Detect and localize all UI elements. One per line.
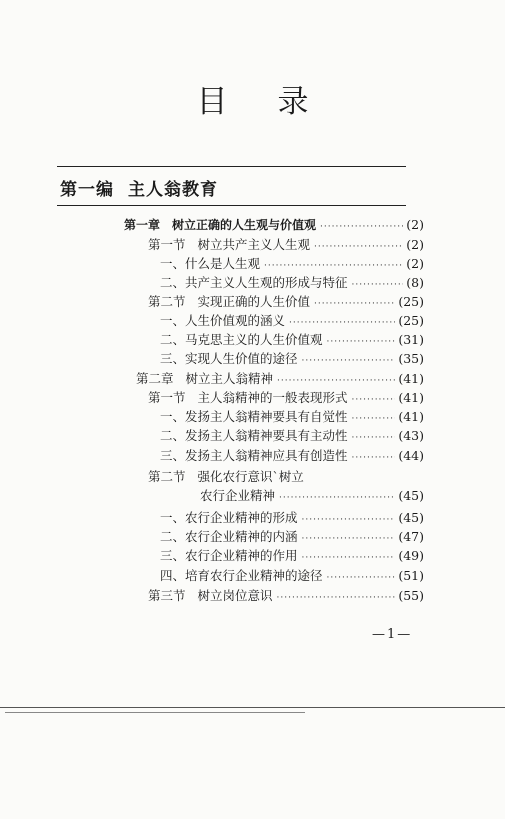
toc-entry-number: 一、 (160, 409, 186, 424)
toc-entry-number: 第三节 (148, 588, 186, 603)
toc-entry (160, 351, 424, 369)
toc-entry (200, 488, 424, 506)
toc-entry-label (160, 351, 298, 367)
toc-entry-label (160, 332, 323, 348)
toc-entry-page: (31) (398, 332, 424, 347)
toc-leader-dots (320, 219, 403, 235)
toc-entry-number: 三、 (160, 448, 186, 463)
page-title (0, 76, 505, 121)
toc-entry-number: 一、 (160, 313, 186, 328)
toc-leader-dots (302, 550, 396, 566)
toc-entry-page: (41) (398, 390, 424, 405)
scan-artifact-line (0, 707, 505, 708)
toc-leader-dots (352, 392, 396, 408)
toc-entry-text: 强化农行意识`树立 (197, 469, 304, 484)
page-number: —1— (372, 627, 413, 642)
toc-entry (136, 371, 424, 389)
toc-entry-text: 马克思主义的人生价值观 (185, 332, 323, 347)
toc-entry (160, 256, 424, 274)
toc-entry-page: (45) (398, 510, 424, 525)
toc-leader-dots (352, 430, 396, 446)
toc-leader-dots (302, 512, 396, 528)
toc-entry-label (160, 548, 298, 564)
toc-entry-page: (41) (398, 371, 424, 386)
toc-entry-page: (35) (398, 351, 424, 366)
toc-entry-text: 人生价值观的涵义 (185, 313, 286, 328)
toc-entry-text: 树立主人翁精神 (185, 371, 274, 386)
toc-entry-label (160, 448, 348, 464)
toc-entry-text: 发扬主人翁精神要具有主动性 (185, 428, 348, 443)
toc-leader-dots (352, 411, 396, 427)
toc-entry-text: 什么是人生观 (185, 256, 261, 271)
toc-entry-page: (43) (398, 428, 424, 443)
toc-entry-text: 共产主义人生观的形成与特征 (185, 275, 348, 290)
toc-entry-page: (25) (398, 313, 424, 328)
title-char-1: 目 (196, 84, 228, 120)
toc-entry-text: 农行企业精神的形成 (185, 510, 298, 525)
toc-entry-number: 第一节 (148, 390, 186, 405)
toc-entry (148, 588, 424, 606)
toc-entry-label (136, 371, 273, 387)
toc-entry-number: 第一节 (148, 237, 186, 252)
toc-leader-dots (314, 296, 395, 312)
toc-entry-page: (44) (398, 448, 424, 463)
toc-entry-page: (41) (398, 409, 424, 424)
scan-artifact-line (5, 712, 305, 713)
toc-entry-number: 二、 (160, 428, 186, 443)
toc-entry-label (148, 294, 310, 310)
toc-entry-label (148, 588, 273, 604)
toc-entry-label (148, 237, 310, 253)
toc-entry-number: 一、 (160, 256, 186, 271)
toc-entry (160, 313, 424, 331)
toc-entry (148, 469, 424, 485)
toc-entry-number: 四、 (160, 568, 186, 583)
toc-entry-text: 发扬主人翁精神要具有自觉性 (185, 409, 348, 424)
toc-entry-number: 二、 (160, 275, 186, 290)
toc-entry (160, 510, 424, 528)
toc-entry-label (160, 428, 348, 444)
toc-entry-page: (25) (398, 294, 424, 309)
toc-entry-number: 第二节 (148, 469, 186, 484)
toc-entry-label (200, 488, 275, 504)
toc-entry-number: 第二节 (148, 294, 186, 309)
toc-entry-label (160, 313, 285, 329)
toc-leader-dots (302, 353, 396, 369)
toc-entry-text: 实现人生价值的途径 (185, 351, 298, 366)
toc-entry-text: 树立岗位意识 (197, 588, 273, 603)
toc-leader-dots (279, 490, 395, 506)
toc-entry (160, 548, 424, 566)
part-heading (60, 175, 218, 200)
toc-leader-dots (289, 315, 395, 331)
toc-entry-text: 培育农行企业精神的途径 (185, 568, 323, 583)
toc-entry-text: 树立正确的人生观与价值观 (172, 218, 317, 232)
toc-entry (160, 568, 424, 586)
toc-leader-dots (352, 450, 396, 466)
toc-entry (160, 275, 424, 293)
toc-entry (160, 529, 424, 547)
toc-entry-label (160, 529, 298, 545)
top-rule (57, 166, 406, 167)
toc-entry (160, 332, 424, 350)
toc-entry-number: 三、 (160, 351, 186, 366)
toc-entry-number: 二、 (160, 332, 186, 347)
toc-entry-page: (51) (398, 568, 424, 583)
toc-entry-number: 一、 (160, 510, 186, 525)
toc-entry-text: 农行企业精神的作用 (185, 548, 298, 563)
toc-entry-page: (45) (398, 488, 424, 503)
toc-entry-text: 农行企业精神 (200, 488, 276, 503)
toc-leader-dots (327, 570, 396, 586)
toc-entry-number: 第一章 (124, 218, 161, 232)
toc-entry-page: (55) (398, 588, 424, 603)
toc-leader-dots (314, 239, 403, 255)
toc-entry-text: 农行企业精神的内涵 (185, 529, 298, 544)
title-char-2: 录 (277, 84, 309, 120)
toc-leader-dots (264, 258, 403, 274)
toc-entry-label (160, 256, 260, 272)
toc-entry-number: 三、 (160, 548, 186, 563)
part-name: 主人翁教育 (128, 180, 218, 200)
toc-entry-label (160, 510, 298, 526)
toc-leader-dots (352, 277, 404, 293)
toc-entry-label (124, 217, 316, 233)
toc-leader-dots (277, 373, 395, 389)
toc-entry (160, 428, 424, 446)
toc-entry-page: (47) (398, 529, 424, 544)
toc-entry (160, 448, 424, 466)
toc-entry (148, 390, 424, 408)
bottom-rule (57, 205, 406, 206)
toc-entry-text: 发扬主人翁精神应具有创造性 (185, 448, 348, 463)
toc-entry (124, 217, 424, 235)
toc-entry-number: 二、 (160, 529, 186, 544)
toc-entry (160, 409, 424, 427)
toc-entry-page: (49) (398, 548, 424, 563)
toc-entry-page: (2) (406, 256, 424, 271)
toc-entry-page: (2) (406, 237, 424, 252)
toc-entry-page: (8) (406, 275, 424, 290)
toc-leader-dots (327, 334, 396, 350)
toc-entry (148, 237, 424, 255)
part-number: 第一编 (60, 180, 114, 200)
toc-entry-label (160, 275, 348, 291)
toc-leader-dots (302, 531, 396, 547)
toc-entry-label (148, 469, 304, 485)
toc-entry-text: 实现正确的人生价值 (197, 294, 311, 309)
toc-entry-text: 树立共产主义人生观 (197, 237, 311, 252)
toc-entry-label (160, 568, 323, 584)
toc-entry-label (160, 409, 348, 425)
toc-leader-dots (277, 590, 396, 606)
toc-entry-label (148, 390, 348, 406)
toc-entry-text: 主人翁精神的一般表现形式 (197, 390, 348, 405)
toc-entry-number: 第二章 (136, 371, 174, 386)
toc-entry-page: (2) (406, 217, 424, 232)
toc-entry (148, 294, 424, 312)
